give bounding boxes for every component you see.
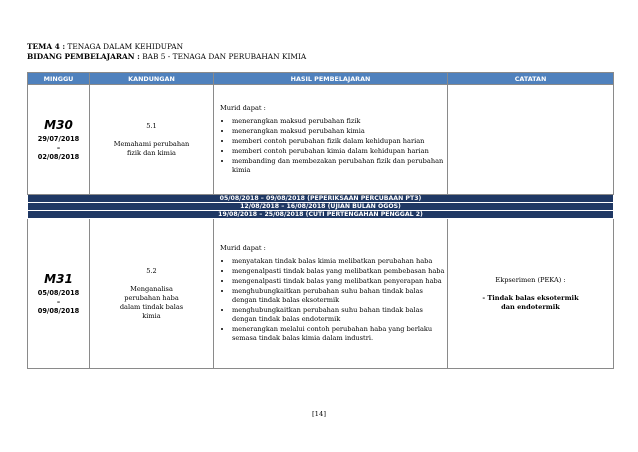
list-item: • mengenalpasti tindak balas yang melibatkan penyerapan haba xyxy=(232,277,447,286)
catatan-cell xyxy=(448,85,614,195)
outcome-intro: Murid dapat : xyxy=(220,243,266,252)
catatan-cell xyxy=(448,219,614,369)
outcome-list xyxy=(214,117,447,175)
hasil-cell xyxy=(214,219,448,369)
kandungan-line: kimia xyxy=(142,311,161,320)
list-item: • menerangkan maksud perubahan kimia xyxy=(232,127,447,136)
kandungan-code: 5.1 xyxy=(146,121,157,130)
event-band: 05/08/2018 – 09/08/2018 (PEPERIKSAAN PERCUBAAN PT3) xyxy=(28,195,614,203)
week-cell-m30 xyxy=(28,85,90,195)
date-separator: – xyxy=(56,143,61,152)
week-label: M31 xyxy=(44,271,73,286)
date-end: 09/08/2018 xyxy=(37,306,80,315)
theme-heading xyxy=(27,42,183,51)
kandungan-line: fizik dan kimia xyxy=(127,148,176,157)
date-end: 02/08/2018 xyxy=(37,152,80,161)
list-item: • membanding dan membezakan perubahan fizik dan perubahan kimia xyxy=(232,157,447,175)
kandungan-code: 5.2 xyxy=(146,266,157,275)
date-start: 05/08/2018 xyxy=(37,288,80,297)
list-item: • memberi contoh perubahan fizik dalam kehidupan harian xyxy=(232,137,447,146)
learning-area-text: BAB 5 - TENAGA DAN PERUBAHAN KIMIA xyxy=(139,52,307,61)
learning-area-heading xyxy=(27,52,306,61)
kandungan-line: dalam tindak balas xyxy=(119,302,184,311)
table-row xyxy=(28,219,614,369)
event-band-row xyxy=(28,195,614,203)
table-header-row xyxy=(28,73,614,85)
date-separator: – xyxy=(56,297,61,306)
catatan-bold-line: dan endotermik xyxy=(501,302,560,311)
event-band-row xyxy=(28,211,614,219)
hasil-cell xyxy=(214,85,448,195)
outcome-list xyxy=(214,257,447,343)
theme-text: TENAGA DALAM KEHIDUPAN xyxy=(65,42,184,51)
event-band-row xyxy=(28,203,614,211)
lesson-plan-table xyxy=(27,72,614,369)
event-band: 19/08/2018 – 25/08/2018 (CUTI PERTENGAHAN PENGGAL 2) xyxy=(28,211,614,219)
event-band: 12/08/2018 – 16/08/2018 (UJIAN BULAN OGOS) xyxy=(28,203,614,211)
week-cell-m31 xyxy=(28,219,90,369)
list-item: • menerangkan maksud perubahan fizik xyxy=(232,117,447,126)
table-row xyxy=(28,85,614,195)
list-item: • menghubungkaitkan perubahan suhu bahan tindak balas dengan tindak balas endotermik xyxy=(232,306,447,324)
kandungan-line: Memahami perubahan xyxy=(113,139,190,148)
kandungan-cell xyxy=(90,219,214,369)
catatan-line: Ekpserimen (PEKA) : xyxy=(495,275,566,284)
page-number: [14] xyxy=(312,410,326,418)
date-start: 29/07/2018 xyxy=(37,134,80,143)
kandungan-cell xyxy=(90,85,214,195)
kandungan-line: perubahan haba xyxy=(124,293,179,302)
header-kandungan: KANDUNGAN xyxy=(90,73,214,85)
learning-area-label: BIDANG PEMBELAJARAN : xyxy=(27,52,140,61)
outcome-intro: Murid dapat : xyxy=(220,103,266,112)
header-catatan: CATATAN xyxy=(448,73,614,85)
list-item: • menghubungkaitkan perubahan suhu bahan tindak balas dengan tindak balas eksotermik xyxy=(232,287,447,305)
theme-label: TEMA 4 : xyxy=(27,42,66,51)
list-item: • mengenalpasti tindak balas yang melibatkan pembebasan haba xyxy=(232,267,447,276)
list-item: • memberi contoh perubahan kimia dalam kehidupan harian xyxy=(232,147,447,156)
list-item: • menyatakan tindak balas kimia melibatkan perubahan haba xyxy=(232,257,447,266)
list-item: • menerangkan melalui contoh perubahan haba yang berlaku semasa tindak balas kimia dalam industri. xyxy=(232,325,447,343)
header-hasil-pembelajaran: HASIL PEMBELAJARAN xyxy=(214,73,448,85)
week-label: M30 xyxy=(44,117,73,132)
catatan-bold-line: - Tindak balas eksotermik xyxy=(482,293,579,302)
kandungan-line: Menganalisa xyxy=(130,284,173,293)
header-minggu: MINGGU xyxy=(28,73,90,85)
